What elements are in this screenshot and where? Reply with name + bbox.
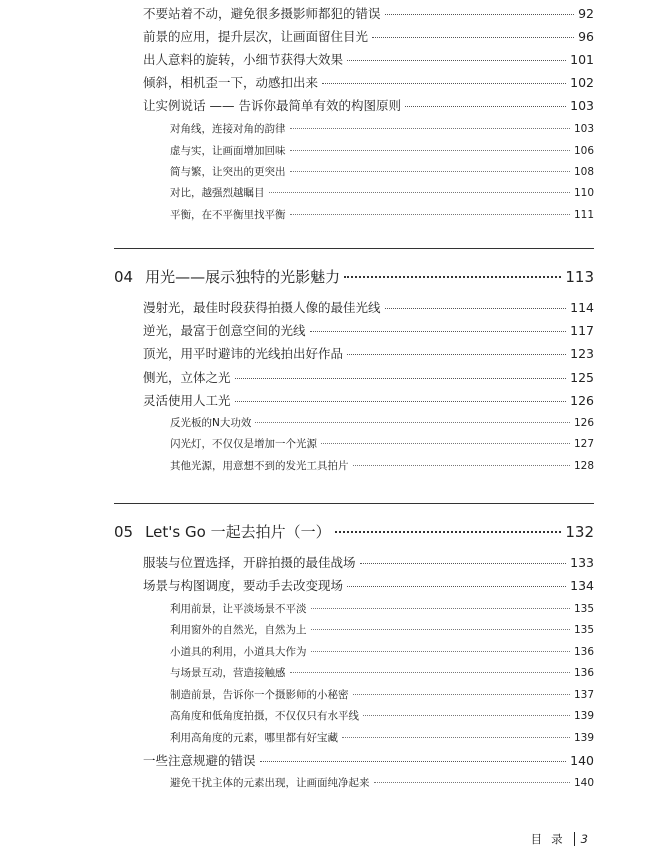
toc-entry bbox=[143, 298, 594, 320]
footer-label: 目录 bbox=[530, 832, 572, 846]
dot-leader bbox=[310, 331, 567, 332]
toc-subentry-title: 简与繁，让突出的更突出 bbox=[170, 166, 286, 178]
dot-leader bbox=[347, 60, 566, 61]
toc-subentry-title: 与场景互动，营造接触感 bbox=[170, 667, 286, 679]
footer-divider bbox=[574, 832, 575, 846]
dot-leader bbox=[311, 651, 570, 652]
dot-leader bbox=[405, 106, 566, 107]
dot-leader bbox=[385, 14, 575, 15]
section-divider bbox=[114, 248, 594, 249]
toc-entry-page: 103 bbox=[570, 98, 594, 113]
dot-leader bbox=[290, 214, 570, 215]
toc-subentry-page: 136 bbox=[573, 646, 594, 658]
toc-subentry-title: 反光板的N大功效 bbox=[170, 417, 252, 429]
toc-subentry-page: 135 bbox=[573, 624, 594, 636]
chapter-page: 132 bbox=[565, 523, 594, 541]
toc-entry-title: 逆光，最富于创意空间的光线 bbox=[143, 323, 306, 338]
toc-subentry bbox=[170, 436, 594, 454]
toc-subentry-page: 106 bbox=[573, 145, 594, 157]
toc-subentry-title: 对比，越强烈越瞩目 bbox=[170, 187, 265, 199]
toc-subentry bbox=[170, 458, 594, 476]
chapter-title: 用光——展示独特的光影魅力 bbox=[145, 268, 341, 286]
toc-subentry-title: 虚与实，让画面增加回味 bbox=[170, 145, 286, 157]
chapter-heading bbox=[114, 521, 594, 547]
toc-entry-title: 侧光，立体之光 bbox=[143, 370, 231, 385]
toc-subentry bbox=[170, 207, 594, 225]
toc-subentry bbox=[170, 143, 594, 161]
toc-entry-page: 140 bbox=[570, 753, 594, 768]
toc-entry bbox=[143, 368, 594, 390]
toc-subentry bbox=[170, 121, 594, 139]
toc-subentry-title: 避免干扰主体的元素出现，让画面纯净起来 bbox=[170, 777, 370, 789]
dot-leader bbox=[335, 531, 562, 533]
toc-subentry-page: 126 bbox=[573, 417, 594, 429]
toc-subentry bbox=[170, 415, 594, 433]
toc-subentry-page: 140 bbox=[573, 777, 594, 789]
toc-subentry-page: 103 bbox=[573, 123, 594, 135]
toc-entry-page: 114 bbox=[570, 300, 594, 315]
toc-subentry-page: 137 bbox=[573, 689, 594, 701]
toc-entry-page: 125 bbox=[570, 370, 594, 385]
toc-entry-page: 101 bbox=[570, 52, 594, 67]
dot-leader bbox=[235, 401, 567, 402]
toc-entry-title: 一些注意规避的错误 bbox=[143, 753, 256, 768]
toc-subentry-page: 111 bbox=[573, 209, 594, 221]
toc-subentry bbox=[170, 601, 594, 619]
toc-entry bbox=[143, 321, 594, 343]
toc-entry bbox=[143, 50, 594, 72]
dot-leader bbox=[321, 443, 570, 444]
toc-entry bbox=[143, 96, 594, 118]
toc-subentry bbox=[170, 185, 594, 203]
toc-entry-title: 灵活使用人工光 bbox=[143, 393, 231, 408]
toc-entry bbox=[143, 27, 594, 49]
toc-entry-page: 92 bbox=[578, 6, 594, 21]
toc-entry-page: 96 bbox=[578, 29, 594, 44]
chapter-page: 113 bbox=[565, 268, 594, 286]
toc-subentry bbox=[170, 644, 594, 662]
toc-entry-title: 服装与位置选择，开辟拍摄的最佳战场 bbox=[143, 555, 356, 570]
dot-leader bbox=[290, 672, 570, 673]
toc-subentry-page: 127 bbox=[573, 438, 594, 450]
toc-subentry-title: 利用窗外的自然光，自然为上 bbox=[170, 624, 307, 636]
toc-entry bbox=[143, 391, 594, 413]
dot-leader bbox=[311, 608, 570, 609]
dot-leader bbox=[360, 563, 567, 564]
toc-subentry bbox=[170, 775, 594, 793]
section-divider bbox=[114, 503, 594, 504]
dot-leader bbox=[372, 37, 574, 38]
dot-leader bbox=[347, 354, 566, 355]
toc-subentry-title: 利用高角度的元素，哪里都有好宝藏 bbox=[170, 732, 338, 744]
dot-leader bbox=[347, 586, 566, 587]
toc-subentry-title: 对角线，连接对角的韵律 bbox=[170, 123, 286, 135]
toc-subentry bbox=[170, 622, 594, 640]
toc-subentry-page: 135 bbox=[573, 603, 594, 615]
dot-leader bbox=[322, 83, 566, 84]
toc-entry bbox=[143, 751, 594, 773]
toc-subentry-page: 136 bbox=[573, 667, 594, 679]
dot-leader bbox=[290, 128, 570, 129]
toc-entry-page: 126 bbox=[570, 393, 594, 408]
toc-entry bbox=[143, 344, 594, 366]
toc-entry bbox=[143, 576, 594, 598]
toc-subentry-title: 制造前景，告诉你一个摄影师的小秘密 bbox=[170, 689, 349, 701]
toc-subentry-page: 128 bbox=[573, 460, 594, 472]
toc-entry-title: 场景与构图调度，要动手去改变现场 bbox=[143, 578, 344, 593]
toc-entry-title: 让实例说话 —— 告诉你最简单有效的构图原则 bbox=[143, 98, 401, 113]
toc-subentry-title: 其他光源，用意想不到的发光工具拍片 bbox=[170, 460, 349, 472]
chapter-number: 05 bbox=[114, 523, 134, 541]
toc-entry-page: 133 bbox=[570, 555, 594, 570]
dot-leader bbox=[374, 782, 570, 783]
toc-entry-page: 102 bbox=[570, 75, 594, 90]
dot-leader bbox=[342, 737, 570, 738]
toc-subentry-title: 闪光灯，不仅仅是增加一个光源 bbox=[170, 438, 317, 450]
toc-subentry-page: 108 bbox=[573, 166, 594, 178]
dot-leader bbox=[353, 694, 570, 695]
toc-entry bbox=[143, 73, 594, 95]
dot-leader bbox=[255, 422, 570, 423]
page-number: 3 bbox=[580, 832, 588, 846]
dot-leader bbox=[290, 171, 570, 172]
toc-subentry bbox=[170, 687, 594, 705]
dot-leader bbox=[269, 192, 570, 193]
dot-leader bbox=[344, 276, 561, 278]
dot-leader bbox=[363, 715, 570, 716]
dot-leader bbox=[385, 308, 567, 309]
toc-subentry bbox=[170, 164, 594, 182]
dot-leader bbox=[353, 465, 570, 466]
toc-entry-title: 顶光，用平时避讳的光线拍出好作品 bbox=[143, 346, 344, 361]
toc-subentry bbox=[170, 665, 594, 683]
dot-leader bbox=[235, 378, 567, 379]
chapter-heading bbox=[114, 266, 594, 292]
dot-leader bbox=[311, 629, 570, 630]
toc-entry-page: 134 bbox=[570, 578, 594, 593]
toc-subentry-title: 小道具的利用，小道具大作为 bbox=[170, 646, 307, 658]
chapter-title: Let's Go 一起去拍片（一） bbox=[145, 523, 331, 541]
toc-entry-title: 倾斜，相机歪一下，动感扣出来 bbox=[143, 75, 319, 90]
toc-entry-title: 出人意料的旋转，小细节获得大效果 bbox=[143, 52, 344, 67]
toc-entry-title: 不要站着不动，避免很多摄影师都犯的错误 bbox=[143, 6, 381, 21]
toc-entry bbox=[143, 4, 594, 26]
toc-subentry-page: 139 bbox=[573, 732, 594, 744]
toc-entry-title: 漫射光，最佳时段获得拍摄人像的最佳光线 bbox=[143, 300, 381, 315]
toc-subentry-page: 110 bbox=[573, 187, 594, 199]
toc-subentry bbox=[170, 730, 594, 748]
toc-entry-page: 117 bbox=[570, 323, 594, 338]
toc-entry bbox=[143, 553, 594, 575]
chapter-number: 04 bbox=[114, 268, 134, 286]
toc-subentry bbox=[170, 708, 594, 726]
toc-subentry-title: 高角度和低角度拍摄，不仅仅只有水平线 bbox=[170, 710, 359, 722]
dot-leader bbox=[290, 150, 570, 151]
dot-leader bbox=[260, 761, 567, 762]
toc-entry-title: 前景的应用，提升层次，让画面留住目光 bbox=[143, 29, 369, 44]
toc-subentry-title: 平衡，在不平衡里找平衡 bbox=[170, 209, 286, 221]
page-footer bbox=[531, 831, 588, 847]
toc-subentry-title: 利用前景，让平淡场景不平淡 bbox=[170, 603, 307, 615]
toc-entry-page: 123 bbox=[570, 346, 594, 361]
toc-subentry-page: 139 bbox=[573, 710, 594, 722]
